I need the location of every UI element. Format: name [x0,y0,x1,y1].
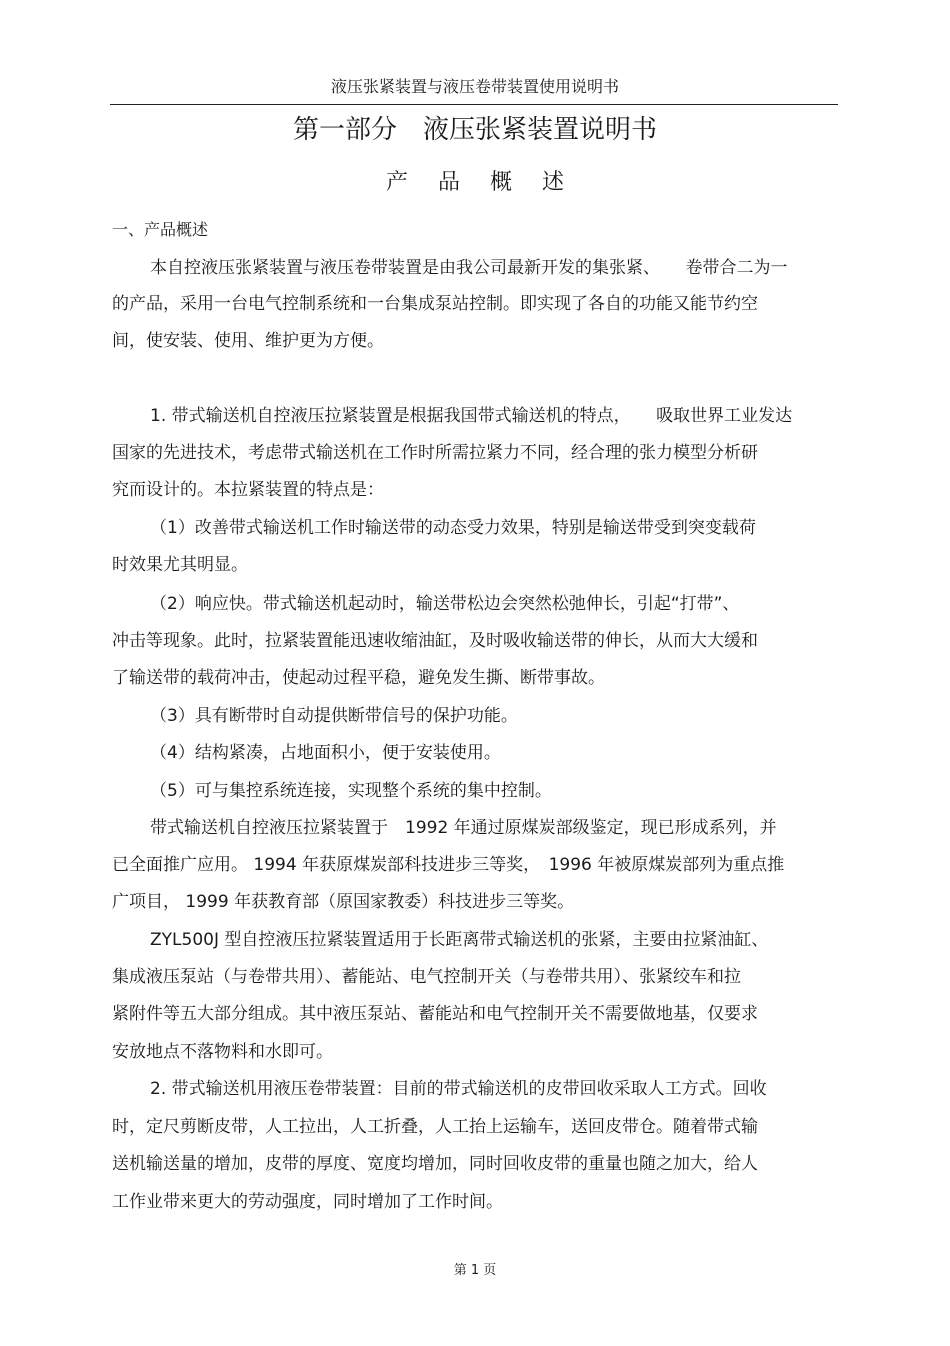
body-line: 工作业带来更大的劳动强度，同时增加了工作时间。 [112,1192,503,1212]
body-line: 时效果尤其明显。 [112,555,248,575]
body-line: 广项目， 1999 年获教育部（原国家教委）科技进步三等奖。 [112,892,575,912]
list-item-line: （5）可与集控系统连接，实现整个系统的集中控制。 [150,781,552,801]
body-line: 了输送带的载荷冲击，使起动过程平稳，避免发生撕、断带事故。 [112,668,605,688]
body-line: 带式输送机自控液压拉紧装置于 1992 年通过原煤炭部级鉴定，现已形成系列，并 [150,818,777,838]
running-header: 液压张紧装置与液压卷带装置使用说明书 [330,77,619,96]
list-item-line: （3）具有断带时自动提供断带信号的保护功能。 [150,706,518,726]
body-line: 紧附件等五大部分组成。其中液压泵站、蓄能站和电气控制开关不需要做地基，仅要求 [112,1004,758,1024]
body-line: 本自控液压张紧装置与液压卷带装置是由我公司最新开发的集张紧、 卷带合二为一 [150,258,788,278]
body-line: 国家的先进技术，考虑带式输送机在工作时所需拉紧力不同，经合理的张力模型分析研 [112,443,758,463]
body-line: 已全面推广应用。 1994 年获原煤炭部科技进步三等奖， 1996 年被原煤炭部列为重点推 [112,855,785,875]
body-line: 2. 带式输送机用液压卷带装置：目前的带式输送机的皮带回收采取人工方式。回收 [150,1079,767,1099]
part-title: 第一部分 液压张紧装置说明书 [292,115,657,145]
subsection-heading: 一、产品概述 [112,220,209,239]
page-number: 第 1 页 [453,1263,497,1278]
body-line: 的产品，采用一台电气控制系统和一台集成泵站控制。即实现了各自的功能又能节约空 [112,294,758,314]
body-line: 1. 带式输送机自控液压拉紧装置是根据我国带式输送机的特点， 吸取世界工业发达 [150,406,793,426]
body-line: 时，定尺剪断皮带，人工拉出，人工折叠，人工抬上运输车，送回皮带仓。随着带式输 [112,1117,758,1137]
body-line: 究而设计的。本拉紧装置的特点是： [112,480,384,500]
list-item-line: （1）改善带式输送机工作时输送带的动态受力效果，特别是输送带受到突变载荷 [150,518,756,538]
body-line: 安放地点不落物料和水即可。 [112,1042,333,1062]
body-line: 间，使安装、使用、维护更为方便。 [112,331,384,351]
section-title: 产品概述 [385,170,594,195]
list-item-line: （4）结构紧凑，占地面积小，便于安装使用。 [150,743,501,763]
body-line: ZYL500J 型自控液压拉紧装置适用于长距离带式输送机的张紧，主要由拉紧油缸、 [150,930,769,950]
body-line: 冲击等现象。此时，拉紧装置能迅速收缩油缸，及时吸收输送带的伸长，从而大大缓和 [112,631,758,651]
header-divider [110,104,838,105]
body-line: 集成液压泵站（与卷带共用）、蓄能站、电气控制开关（与卷带共用）、张紧绞车和拉 [112,967,741,987]
body-line: 送机输送量的增加，皮带的厚度、宽度均增加，同时回收皮带的重量也随之加大，给人 [112,1154,758,1174]
list-item-line: （2）响应快。带式输送机起动时，输送带松边会突然松弛伸长，引起“打带”、 [150,594,740,614]
